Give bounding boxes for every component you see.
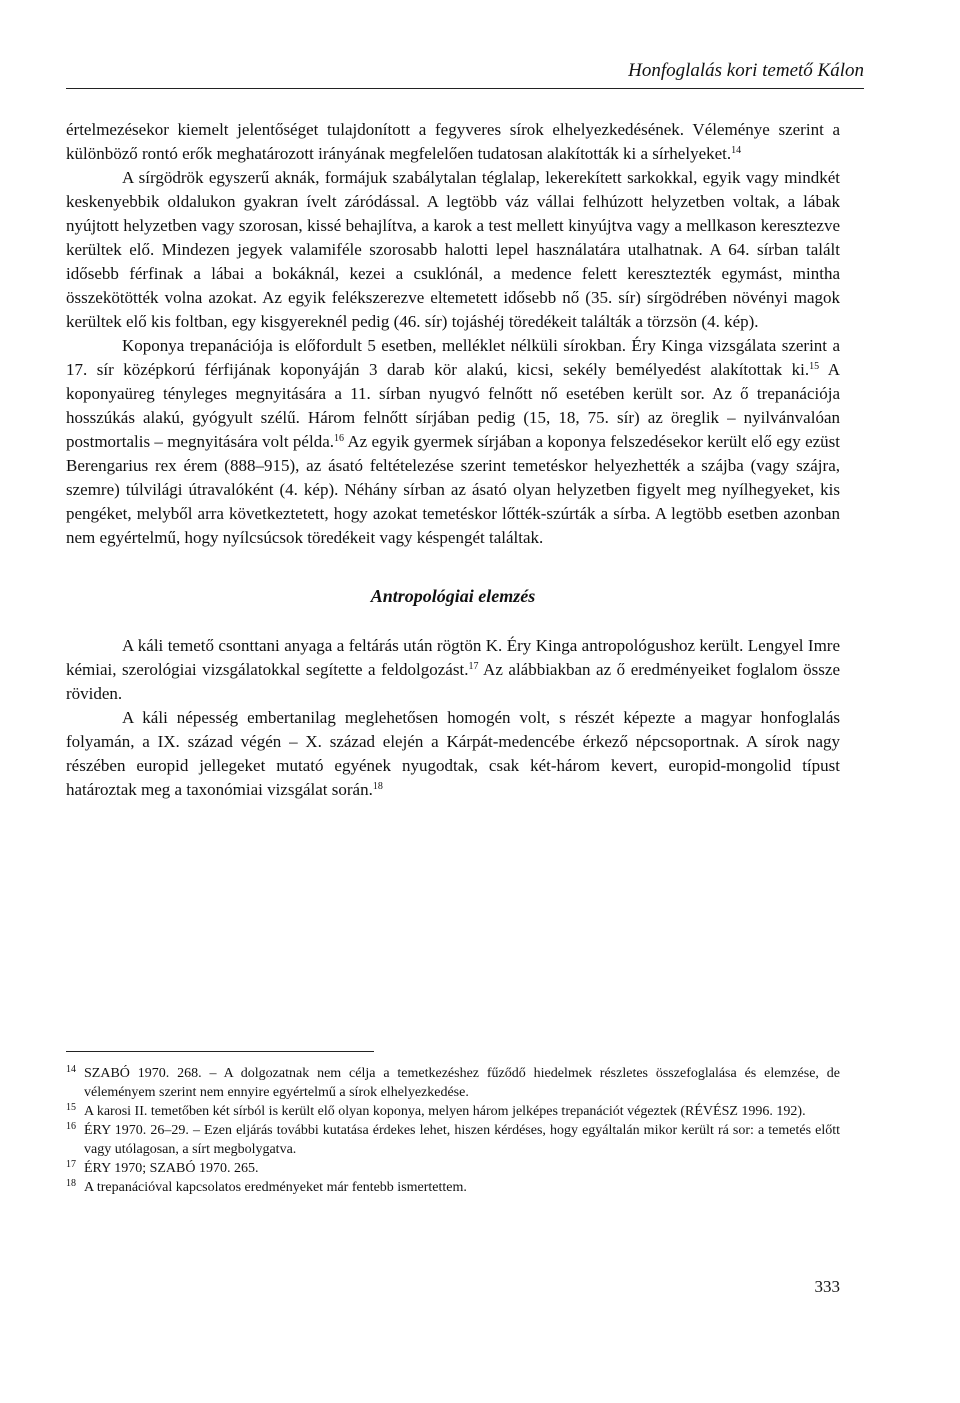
body-text	[66, 118, 840, 802]
footnote-15: 15 A karosi II. temetőben két sírból is került elő olyan koponya, melyen három jelképes trepanációt végeztek (RÉVÉSZ 1996. 192).	[66, 1102, 806, 1119]
paragraph-5	[66, 706, 840, 802]
paragraph-3-text-c: Az egyik gyermek sírjában a koponya felszedésekor került elő egy ezüst Berengarius rex érem (888–915), az ásató feltételezése szerint temetéskor helyezhették a szájba (vagy szájra, szemre) túlvilági útravalóként (4. kép). Néhány sírban az ásató olyan helyzetben figyelt meg nyílhegyeket, kis pengéket, melyből arra következtetett, hogy azokat temetéskor lőtték-szúrták a sírba. A legtöbb esetben azonban nem egyértelmű, hogy nyílcsúcsok töredékeit vagy késpengét találtak.	[66, 432, 840, 547]
footnote-ref-15[interactable]: 15	[809, 361, 820, 372]
section-title: Antropológiai elemzés	[370, 586, 536, 606]
running-header: Honfoglalás kori temető Kálon	[66, 60, 864, 89]
footnotes	[66, 1064, 840, 1197]
paragraph-2: A sírgödrök egyszerű aknák, formájuk szabálytalan téglalap, lekerekített sarkokkal, egyik vagy mindkét keskenyebbik oldalukon gyakran ívelt záródással. A legtöbb váz vállai felhúzott helyzetben voltak, a lábak nyújtott helyzetben vagy szorosan, kissé behajlítva, a karok a test mellett kinyújtva vagy a mellkason keresztezve kerültek elő. Mindezen jegyek valamiféle szorosabb halotti lepel használatára utalhatnak. A 64. sírban talált idősebb férfinak a lábai a bokáknál, kezei a csuklónál, a medence felett keresztezték egymást, mintha összekötötték volna azokat. Az egyik felékszerezve eltemetett idősebb nő (35. sír) sírgödrében növényi magok kerültek elő kis foltban, egy kisgyereknél pedig (46. sír) tojáshéj töredékeit találták a törzsön (4. kép).	[66, 168, 840, 331]
footnote-17: 17 ÉRY 1970; SZABÓ 1970. 265.	[66, 1159, 259, 1176]
paragraph-1-text: értelmezésekor kiemelt jelentőséget tulajdonított a fegyveres sírok elhelyezkedésének. Véleménye szerint a különböző rontó erők meghatározott irányának megfelelően tudatosan alakították ki a sírhelyeket.	[66, 120, 840, 163]
footnote-text: A trepanációval kapcsolatos eredményeket már fentebb ismertettem.	[84, 1180, 467, 1195]
footnote-18: 18 A trepanációval kapcsolatos eredményeket már fentebb ismertettem.	[66, 1178, 467, 1195]
footnote-text: ÉRY 1970. 26–29. – Ezen eljárás további kutatása érdekes lehet, hiszen kérdéses, hogy egyáltalán mikor került rá sor: a temetés előtt vagy utólagosan, a sírt megbolygatva.	[84, 1123, 840, 1157]
paragraph-5-text: A káli népesség embertanilag meglehetősen homogén volt, s részét képezte a magyar honfoglalás folyamán, a IX. század végén – X. század elején a Kárpát-medencébe érkező népcsoportnak. A sírok nagy részében europid jellegeket mutató egyének nyugodtak, csak két-három kevert, europid-mongolid típust határoztak meg a taxonómiai vizsgálat során.	[66, 708, 840, 799]
paragraph-3-text-b: A koponyaüreg tényleges megnyitására a 11. sírban nyugvó felnőtt nő esetében került sor. Az ő trepanációja hosszúkás alakú, gyógyult szélű. Három felnőtt sírjában pedig (15, 18, 75. sír) az öreglik – nyilvánvalóan postmortalis – megnyitására volt példa.	[66, 360, 841, 451]
footnote-text: A karosi II. temetőben két sírból is került elő olyan koponya, melyen három jelképes trepanációt végeztek (RÉVÉSZ 1996. 192).	[84, 1104, 806, 1119]
footnote-ref-16[interactable]: 16	[334, 433, 344, 444]
footnote-text: SZABÓ 1970. 268. – A dolgozatnak nem célja a temetkezéshez fűződő hiedelmek részletes összefoglalása és elemzése, de véleményem szerint nem ennyire egyértelmű a sírok elhelyezkedése.	[84, 1066, 840, 1100]
footnote-14: 14 SZABÓ 1970. 268. – A dolgozatnak nem célja a temetkezéshez fűződő hiedelmek részletes összefoglalása és elemzése, de véleményem szerint nem ennyire egyértelmű a sírok elhelyezkedése.	[66, 1064, 840, 1100]
footnote-divider	[66, 1051, 374, 1052]
footnote-text: ÉRY 1970; SZABÓ 1970. 265.	[84, 1161, 259, 1176]
footnote-16: 16 ÉRY 1970. 26–29. – Ezen eljárás további kutatása érdekes lehet, hiszen kérdéses, hogy egyáltalán mikor került rá sor: a temetés előtt vagy utólagosan, a sírt megbolygatva.	[66, 1121, 840, 1157]
paragraph-4-text-a: A káli temető csonttani anyaga a feltárás után rögtön K. Éry Kinga antropológushoz került. Lengyel Imre kémiai, szerológiai vizsgálatokkal segítette a feldolgozást.	[66, 636, 840, 679]
paragraph-1	[66, 118, 840, 166]
paragraph-3-text-a: Koponya trepanációja is előfordult 5 esetben, melléklet nélküli sírokban. Éry Kinga vizsgálata szerint a 17. sír középkorú férfijának koponyáján 3 darab kör alakú, kicsi, sekély bemélyedést alakítottak ki.	[66, 336, 840, 379]
footnote-ref-17[interactable]: 17	[468, 661, 479, 672]
paragraph-4	[66, 634, 840, 706]
footnote-ref-14[interactable]: 14	[731, 145, 742, 156]
paragraph-4-text-b: Az alábbiakban az ő eredményeiket foglalom össze röviden.	[66, 660, 841, 703]
paragraph-3	[66, 334, 840, 550]
page-number: 333	[814, 1277, 840, 1296]
footnote-ref-18[interactable]: 18	[372, 781, 383, 792]
